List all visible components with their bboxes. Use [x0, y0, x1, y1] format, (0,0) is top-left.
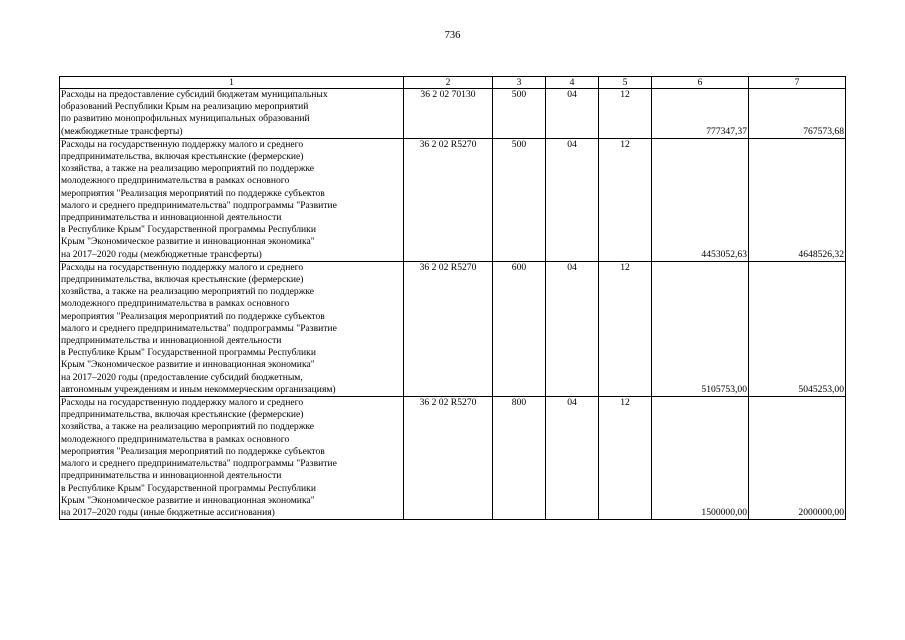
description-line: Расходы на государственную поддержку малого и среднего [61, 138, 304, 150]
table-row [60, 261, 846, 396]
description-line: в Республике Крым" Государственной программы Республики [61, 347, 316, 359]
description-line: предпринимательства, включая крестьянские (фермерские) [61, 274, 304, 286]
description-line: Крым "Экономическое развитие и инновационная экономика" [61, 494, 315, 506]
amount-year-2: 767573,68 [749, 89, 846, 139]
header-cell-3: 3 [493, 77, 546, 89]
description-line: в Республике Крым" Государственной программы Республики [61, 482, 316, 494]
classification-code: 36 2 02 R5270 [404, 138, 493, 261]
description-line: образований Республики Крым на реализацию мероприятий [61, 101, 309, 113]
description-line: Крым "Экономическое развитие и инновационная экономика" [61, 236, 315, 248]
expense-type-code: 500 [493, 138, 546, 261]
amount-year-2: 5045253,00 [749, 261, 846, 396]
description-line: мероприятия "Реализация мероприятий по поддержке субъектов [61, 187, 325, 199]
subsection-code: 12 [599, 138, 652, 261]
amount-year-1: 1500000,00 [652, 397, 749, 520]
expense-description [60, 397, 404, 520]
amount-year-1: 5105753,00 [652, 261, 749, 396]
section-code: 04 [546, 138, 599, 261]
description-line: молодежного предпринимательства в рамках основного [61, 433, 290, 445]
description-line: мероприятия "Реализация мероприятий по поддержке субъектов [61, 445, 325, 457]
expense-description [60, 138, 404, 261]
table-row [60, 89, 846, 139]
description-line: малого и среднего предпринимательства" подпрограммы "Развитие [61, 199, 337, 211]
description-line: автономным учреждениям и иным некоммерческим организациям) [61, 383, 336, 395]
description-line: малого и среднего предпринимательства" подпрограммы "Развитие [61, 322, 337, 334]
section-code: 04 [546, 89, 599, 139]
header-cell-2: 2 [404, 77, 493, 89]
classification-code: 36 2 02 70130 [404, 89, 493, 139]
table-row [60, 397, 846, 520]
description-line: предпринимательства и инновационной деятельности [61, 212, 282, 224]
classification-code: 36 2 02 R5270 [404, 261, 493, 396]
description-line: малого и среднего предпринимательства" подпрограммы "Развитие [61, 458, 337, 470]
expense-type-code: 500 [493, 89, 546, 139]
amount-year-2: 2000000,00 [749, 397, 846, 520]
budget-table [59, 76, 846, 520]
table-body [60, 77, 846, 520]
section-code: 04 [546, 397, 599, 520]
description-line: на 2017–2020 годы (иные бюджетные ассигнования) [61, 506, 275, 518]
description-line: хозяйства, а также на реализацию мероприятий по поддержке [61, 163, 314, 175]
description-line: на 2017–2020 годы (предоставление субсидий бюджетным, [61, 371, 303, 383]
amount-year-2: 4648526,32 [749, 138, 846, 261]
header-cell-7: 7 [749, 77, 846, 89]
description-line: по развитию монопрофильных муниципальных образований [61, 113, 310, 125]
description-line: Расходы на государственную поддержку малого и среднего [61, 397, 304, 409]
expense-type-code: 600 [493, 261, 546, 396]
description-line: мероприятия "Реализация мероприятий по поддержке субъектов [61, 310, 325, 322]
header-cell-5: 5 [599, 77, 652, 89]
description-line: предпринимательства, включая крестьянские (фермерские) [61, 409, 304, 421]
classification-code: 36 2 02 R5270 [404, 397, 493, 520]
subsection-code: 12 [599, 89, 652, 139]
description-line: молодежного предпринимательства в рамках основного [61, 298, 290, 310]
header-cell-1: 1 [60, 77, 404, 89]
description-line: (межбюджетные трансферты) [61, 125, 183, 137]
description-line: на 2017–2020 годы (межбюджетные трансферты) [61, 248, 262, 260]
description-line: предпринимательства и инновационной деятельности [61, 470, 282, 482]
description-line: в Республике Крым" Государственной программы Республики [61, 224, 316, 236]
amount-year-1: 777347,37 [652, 89, 749, 139]
expense-description [60, 261, 404, 396]
expense-type-code: 800 [493, 397, 546, 520]
description-line: Крым "Экономическое развитие и инновационная экономика" [61, 359, 315, 371]
header-cell-4: 4 [546, 77, 599, 89]
subsection-code: 12 [599, 261, 652, 396]
description-line: Расходы на предоставление субсидий бюджетам муниципальных [61, 89, 328, 100]
page-number: 736 [444, 30, 461, 41]
description-line: предпринимательства и инновационной деятельности [61, 335, 282, 347]
description-line: Расходы на государственную поддержку малого и среднего [61, 261, 304, 273]
description-line: хозяйства, а также на реализацию мероприятий по поддержке [61, 421, 314, 433]
expense-description [60, 89, 404, 139]
description-line: предпринимательства, включая крестьянские (фермерские) [61, 151, 304, 163]
section-code: 04 [546, 261, 599, 396]
subsection-code: 12 [599, 397, 652, 520]
amount-year-1: 4453052,63 [652, 138, 749, 261]
description-line: хозяйства, а также на реализацию мероприятий по поддержке [61, 286, 314, 298]
table-row [60, 138, 846, 261]
description-line: молодежного предпринимательства в рамках основного [61, 175, 290, 187]
table-header-row [60, 77, 846, 89]
header-cell-6: 6 [652, 77, 749, 89]
